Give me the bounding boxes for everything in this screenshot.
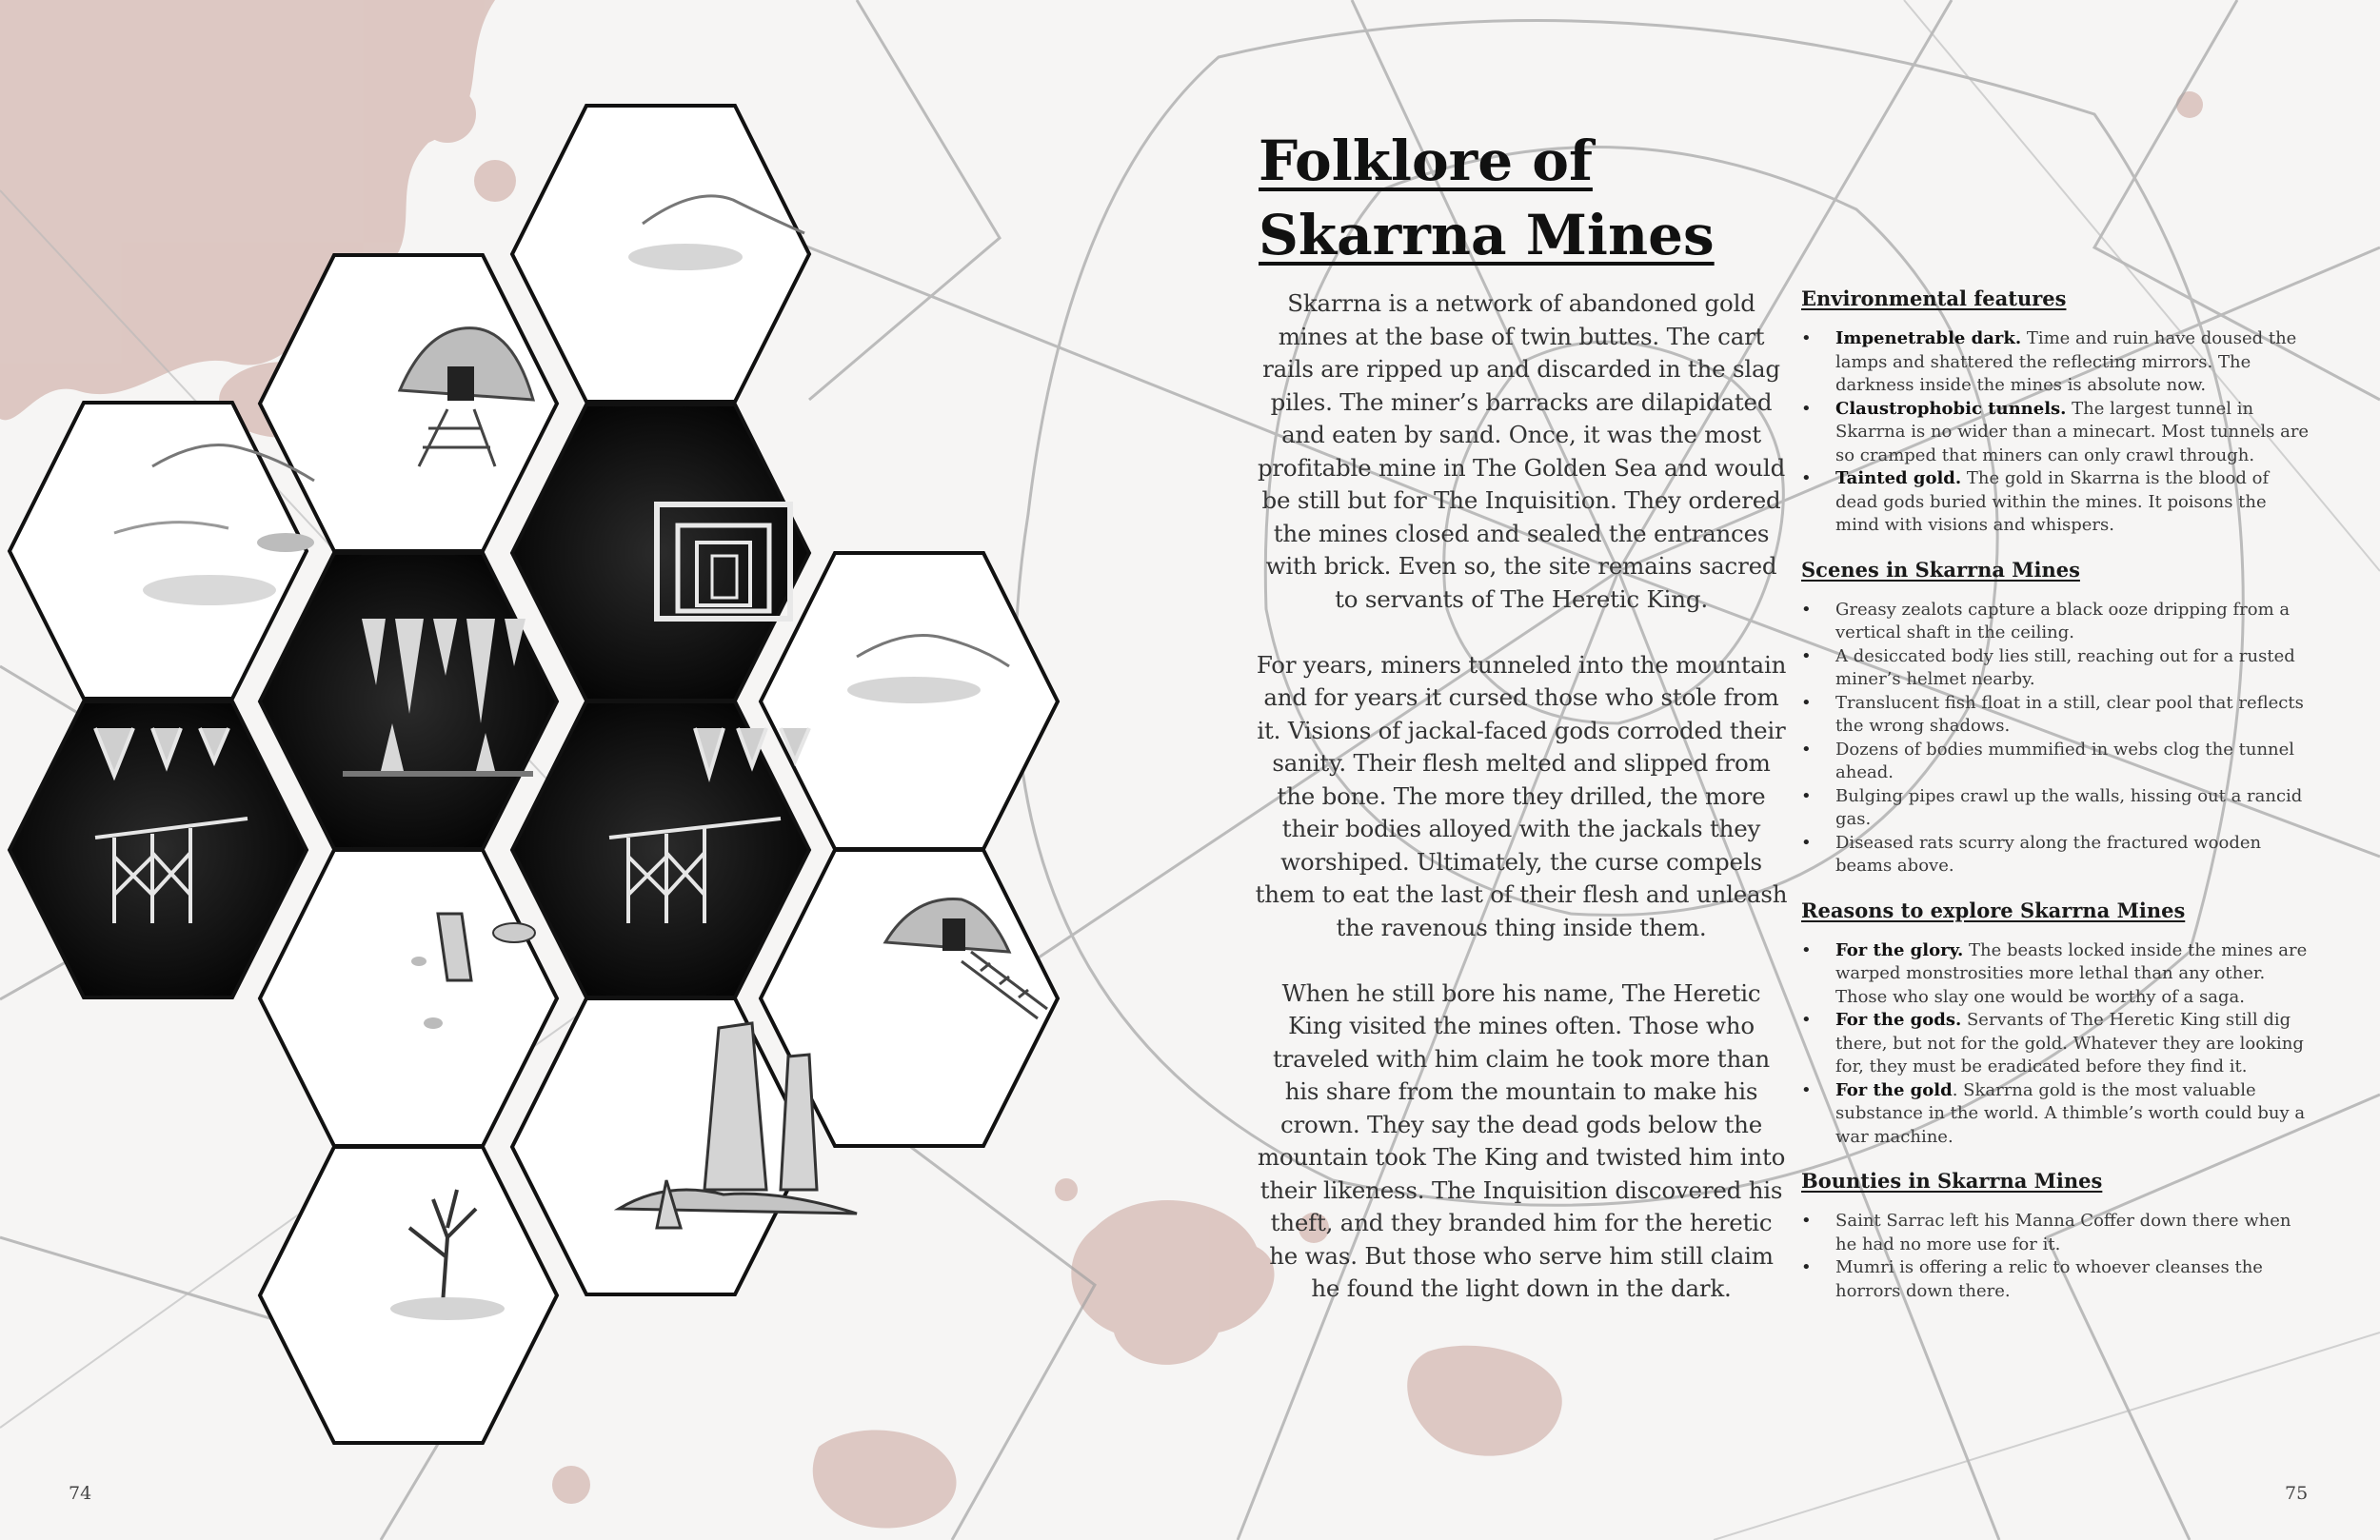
scenes-list bbox=[1801, 599, 2315, 879]
story-paragraph: For years, miners tunneled into the mountain and for years it cursed those who stole from it. Visions of jackal-faced gods corroded their sanity. Their flesh melted and slipped from the bone. The more they drilled, the more their bodies alloyed with the jackals they worshiped. Ultimately, the curse compels them to eat the last of their flesh and unleash the ravenous thing inside them. bbox=[1255, 650, 1788, 941]
list-item: • Translucent fish float in a still, clear pool that reflects the wrong shadows. bbox=[1835, 692, 2315, 739]
item-lead: For the glory. bbox=[1835, 939, 1964, 960]
list-item bbox=[1835, 939, 2315, 1010]
item-lead: For the gold bbox=[1835, 1079, 1953, 1100]
section-heading: Bounties in Skarrna Mines bbox=[1801, 1169, 2103, 1193]
list-item bbox=[1835, 467, 2315, 538]
item-text: The gold in Skarrna is the blood of dead gods buried within the mines. It poisons the mind with visions and whispers. bbox=[1835, 468, 2270, 535]
bounties-section bbox=[1801, 1168, 2315, 1303]
item-text: Servants of The Heretic King still dig there, but not for the gold. Whatever they are looking for, they must be eradicated before they find it. bbox=[1835, 1010, 2304, 1076]
hex-tile-dune-right bbox=[761, 553, 1058, 849]
hex-tile-trestle-left bbox=[10, 701, 307, 997]
list-item: • Saint Sarrac left his Manna Coffer down there when he had no more use for it. bbox=[1835, 1210, 2315, 1256]
item-text: The beasts locked inside the mines are warped monstrosities more lethal than any other. Those who slay one would be worthy of a saga. bbox=[1835, 939, 2308, 1007]
scenes-section bbox=[1801, 557, 2315, 879]
item-lead: Tainted gold. bbox=[1835, 468, 1962, 488]
item-text: The largest tunnel in Skarrna is no wider than a minecart. Most tunnels are so cramped that miners can only crawl through. bbox=[1835, 398, 2310, 465]
environmental-features-list bbox=[1801, 327, 2315, 538]
story-paragraph: Skarrna is a network of abandoned gold mines at the base of twin buttes. The cart rails are ripped up and discarded in the slag piles. The miner’s barracks are dilapidated and eaten by sand. Once, it was the most profitable mine in The Golden Sea and would be still but for The Inquisition. They ordered the mines closed and sealed the entrances with brick. Even so, the site remains sacred to servants of The Heretic King. bbox=[1257, 289, 1786, 613]
environmental-features-section bbox=[1801, 286, 2315, 538]
section-heading: Environmental features bbox=[1801, 286, 2067, 310]
list-item bbox=[1835, 1079, 2315, 1150]
hex-tile-dead-tree bbox=[260, 1147, 557, 1443]
list-item bbox=[1835, 398, 2315, 468]
section-heading: Scenes in Skarrna Mines bbox=[1801, 557, 2080, 582]
hex-tile-mine-entrance-rails bbox=[260, 255, 557, 551]
hex-tile-stalactite-cave bbox=[260, 553, 557, 849]
page-title-line-1: Folklore of bbox=[1259, 128, 1593, 193]
item-text: . Skarrna gold is the most valuable substance in the world. A thimble’s worth could buy a war machine. bbox=[1835, 1079, 2306, 1147]
page-title-line-2: Skarrna Mines bbox=[1259, 203, 1715, 267]
list-item: • Greasy zealots capture a black ooze dripping from a vertical shaft in the ceiling. bbox=[1835, 599, 2315, 645]
page-number-right: 75 bbox=[2285, 1483, 2309, 1504]
hex-tile-standing-stone bbox=[260, 850, 557, 1146]
hex-tile-dune-top bbox=[512, 106, 809, 402]
item-lead: Claustrophobic tunnels. bbox=[1835, 398, 2067, 419]
list-item bbox=[1835, 327, 2315, 398]
hex-tile-tunnel-frames bbox=[512, 405, 809, 701]
page-title bbox=[1259, 124, 1715, 272]
item-text: Time and ruin have doused the lamps and shattered the reflecting mirrors. The darkness inside the mines is absolute now. bbox=[1835, 328, 2297, 395]
list-item bbox=[1835, 1009, 2315, 1079]
sidebar bbox=[1801, 286, 2315, 1322]
reasons-section bbox=[1801, 898, 2315, 1150]
list-item: • A desiccated body lies still, reaching out for a rusted miner’s helmet nearby. bbox=[1835, 645, 2315, 692]
list-item: • Mumri is offering a relic to whoever cleanses the horrors down there. bbox=[1835, 1256, 2315, 1303]
page-number-left: 74 bbox=[69, 1483, 92, 1504]
section-heading: Reasons to explore Skarrna Mines bbox=[1801, 898, 2186, 922]
folklore-story bbox=[1255, 287, 1788, 1338]
list-item: • Bulging pipes crawl up the walls, hissing out a rancid gas. bbox=[1835, 785, 2315, 832]
list-item: • Dozens of bodies mummified in webs clog the tunnel ahead. bbox=[1835, 739, 2315, 785]
list-item: • Diseased rats scurry along the fractured wooden beams above. bbox=[1835, 832, 2315, 879]
item-lead: Impenetrable dark. bbox=[1835, 328, 2022, 348]
hex-tile-dunes-left bbox=[10, 403, 314, 699]
bounties-list bbox=[1801, 1210, 2315, 1303]
reasons-list bbox=[1801, 939, 2315, 1150]
item-lead: For the gods. bbox=[1835, 1010, 1962, 1030]
hex-tile-trestle-middle bbox=[512, 701, 809, 997]
story-paragraph: When he still bore his name, The Heretic King visited the mines often. Those who traveled with him claim he took more than his share from the mountain to make his crown. They say the dead gods below the mountain took The King and twisted him into their likeness. The Inquisition discovered his theft, and they branded him for the heretic he was. But those who serve him still claim he found the light down in the dark. bbox=[1257, 978, 1786, 1302]
